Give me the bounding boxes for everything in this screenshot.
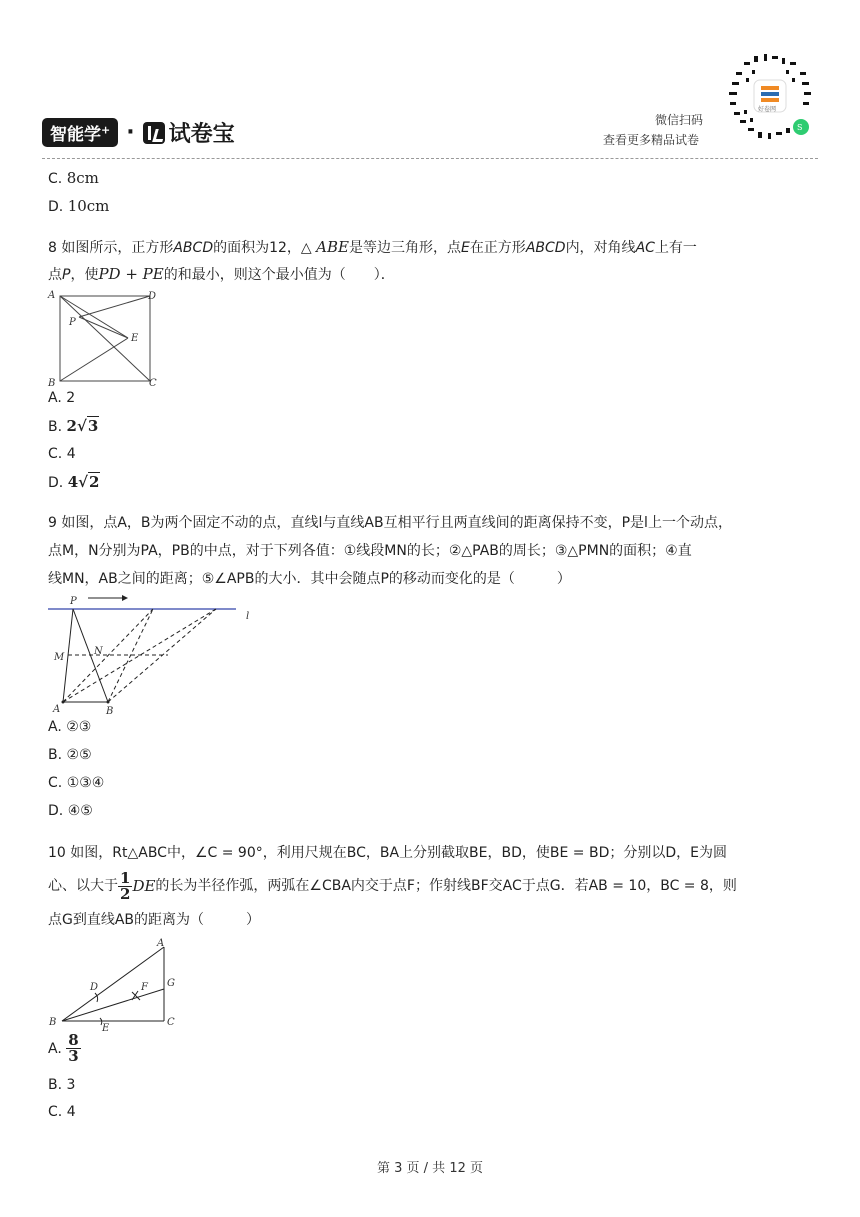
q9-label-n: N: [94, 646, 103, 657]
q10-option-a[interactable]: A. $\frac{8}{3}$: [48, 1031, 79, 1065]
q10-label-d: D: [90, 982, 99, 993]
q8-option-a[interactable]: A. 2: [48, 390, 76, 406]
svg-text:S: S: [797, 123, 803, 132]
q8-label-e: E: [131, 333, 139, 344]
q9-option-a[interactable]: A. ②③: [48, 719, 92, 735]
q8-label-p: P: [69, 317, 76, 328]
logo-dot: ·: [126, 120, 135, 145]
q8-line2: 点P，使PD + PE的和最小，则这个最小值为（ ）．: [48, 265, 395, 283]
header-logo: [42, 117, 235, 148]
q8-label-a: A: [48, 290, 56, 301]
q9-label-m: M: [54, 652, 65, 663]
q8-line1: 8 如图所示，正方形ABCD的面积为12，△ ABE是等边三角形，点E在正方形ABCD内，对角线AC上有一: [48, 238, 697, 256]
q9-option-b[interactable]: B. ②⑤: [48, 747, 92, 763]
q8-label-c: C: [149, 378, 157, 389]
q9-line1: 9 如图，点A，B为两个固定不动的点，直线l与直线AB互相平行且两直线间的距离保持不变，P是l上一个动点，: [48, 515, 732, 531]
q9-option-d[interactable]: D. ④⑤: [48, 803, 93, 819]
q9-line2: 点M，N分别为PA，PB的中点，对于下列各值：①线段MN的长；②△PAB的周长；③△PMN的面积；④直: [48, 543, 692, 559]
q8-label-b: B: [48, 378, 56, 389]
q8-option-c[interactable]: C. 4: [48, 446, 76, 462]
q10-label-e: E: [102, 1023, 110, 1034]
logo-mark-icon: [143, 122, 165, 144]
q10-figure: [46, 935, 186, 1035]
q10-label-c: C: [167, 1017, 175, 1028]
q10-option-b[interactable]: B. 3: [48, 1077, 76, 1093]
q9-figure: [48, 592, 268, 717]
prev-option-c[interactable]: C. 8cm: [48, 169, 99, 187]
q10-line2: 心、以大于 $\frac{1}{2}$ DE 的长为半径作弧，两弧在∠CBA内交于点F；作射线BF交AC于点G．若AB = 10，BC = 8，则: [48, 868, 737, 903]
q10-label-a: A: [157, 938, 165, 949]
q10-option-c[interactable]: C. 4: [48, 1104, 76, 1120]
q10-line1: 10 如图，Rt△ABC中，∠C = 90°，利用尺规在BC，BA上分别截取BE，BD，使BE = BD；分别以D，E为圆: [48, 845, 727, 861]
q8-figure: [46, 288, 161, 390]
q9-line3: 线MN，AB之间的距离；⑤∠APB的大小．其中会随点P的移动而变化的是（ ）: [48, 571, 571, 587]
qr-code-icon: [724, 50, 816, 142]
view-more-text: 查看更多精品试卷: [603, 133, 700, 147]
q10-line3: 点G到直线AB的距离为（ ）: [48, 912, 261, 928]
q10-fraction: $\frac{1}{2}$: [120, 868, 131, 903]
q8-option-b[interactable]: B. 2√3: [48, 417, 99, 435]
q9-label-l: l: [246, 611, 250, 622]
q8-label-d: D: [148, 291, 157, 302]
q8-option-d[interactable]: D. 4√2: [48, 473, 100, 491]
q9-option-c[interactable]: C. ①③④: [48, 775, 105, 791]
wechat-scan-text: 微信扫码: [655, 113, 704, 127]
q9-label-b: B: [106, 706, 114, 717]
logo-box: 智能学+: [42, 118, 118, 147]
page-number: 第 3 页 / 共 12 页: [377, 1161, 483, 1176]
q10-label-b: B: [49, 1017, 57, 1028]
qr-code[interactable]: [724, 50, 816, 142]
logo-text: 试卷宝: [168, 122, 235, 147]
q10-label-g: G: [167, 978, 175, 989]
qr-center-text: 好卷网: [758, 106, 777, 113]
prev-option-d[interactable]: D. 10cm: [48, 197, 110, 215]
q9-label-p: P: [70, 596, 77, 607]
q9-label-a: A: [53, 704, 61, 715]
header-divider: [42, 158, 818, 159]
q10-label-f: F: [141, 982, 148, 993]
